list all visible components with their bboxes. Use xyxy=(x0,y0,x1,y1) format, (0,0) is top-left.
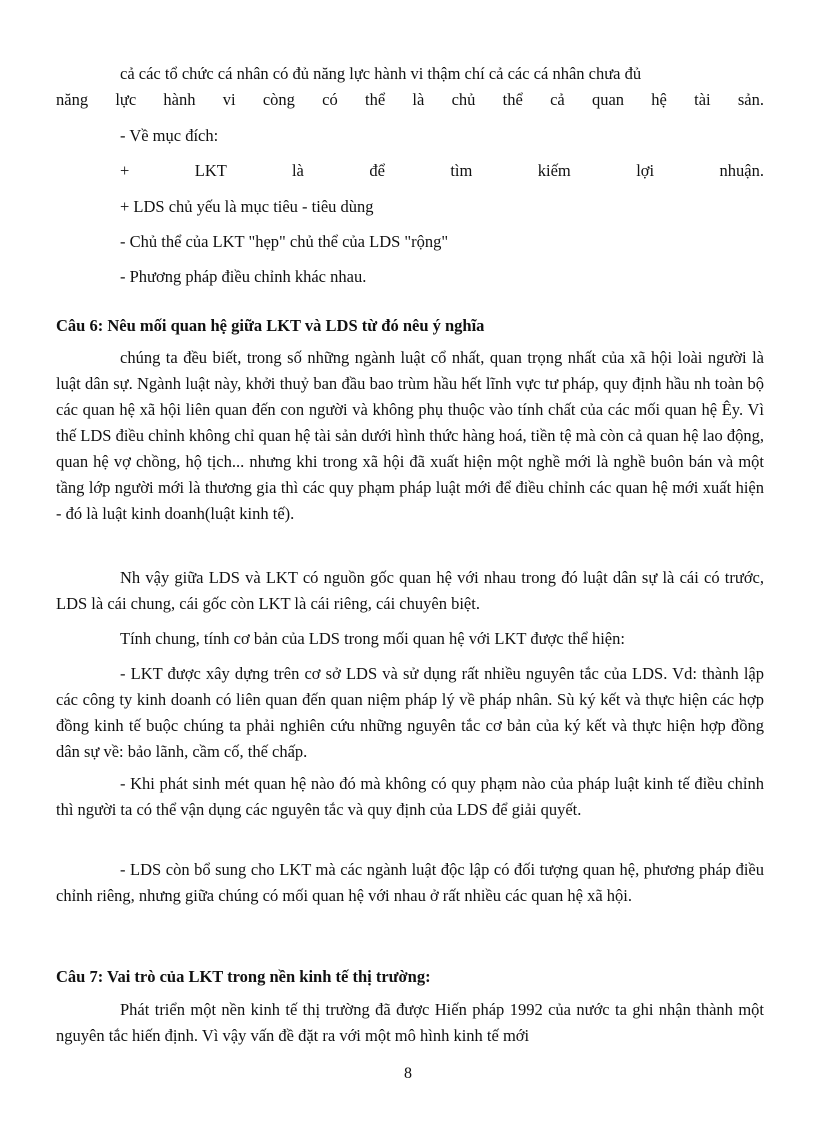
q6-paragraph-2: Nh vậy giữa LDS và LKT có nguồn gốc quan hệ với nhau trong đó luật dân sự là cái có trước, LDS là cái chung, cái gốc còn LKT là cái riêng, cái chuyên biệt. xyxy=(56,568,764,613)
purpose-heading: - Về mục đích: xyxy=(120,126,219,145)
purpose-lds: + LDS chủ yếu là mục tiêu - tiêu dùng xyxy=(120,197,374,216)
purpose-lkt: + LKT là để tìm kiếm lợi nhuận. xyxy=(120,161,764,180)
q6-paragraph-4: - LKT được xây dựng trên cơ sở LDS và sử dụng rất nhiều nguyên tắc của LDS. Vd: thành lập các công ty kinh doanh có liên quan đến quan niệm pháp lý về pháp nhân. Sù ký kết và thực hiện các hợp đồng kinh tế buộc chúng ta phải nghiên cứu những nguyên tắc cơ bản của ký kết và thực hiện hợp đồng dân sự về: bảo lãnh, cầm cố, thế chấp. xyxy=(56,664,764,761)
page-number: 8 xyxy=(404,1065,412,1082)
q6-paragraph-5: - Khi phát sinh mét quan hệ nào đó mà không có quy phạm nào của pháp luật kinh tế điều chỉnh thì người ta có thể vận dụng các nguyên tắc và quy định của LDS để giải quyết. xyxy=(56,774,764,819)
q6-title: Câu 6: Nêu mối quan hệ giữa LKT và LDS từ đó nêu ý nghĩa xyxy=(56,316,485,335)
q7-paragraph-1: Phát triển một nền kinh tế thị trường đã được Hiến pháp 1992 của nước ta ghi nhận thành một nguyên tắc hiến định. Vì vậy vấn đề đặt ra với một mô hình kinh tế mới xyxy=(56,1000,764,1045)
purpose-subject: - Chủ thể của LKT "hẹp" chủ thể của LDS "rộng" xyxy=(120,232,449,251)
q6-paragraph-3: Tính chung, tính cơ bản của LDS trong mối quan hệ với LKT được thể hiện: xyxy=(120,629,625,648)
purpose-method: - Phương pháp điều chỉnh khác nhau. xyxy=(120,267,367,286)
q6-paragraph-1: chúng ta đều biết, trong số những ngành luật cổ nhất, quan trọng nhất của xã hội loài người là luật dân sự. Ngành luật này, khởi thuỷ ban đầu bao trùm hầu hết lĩnh vực tư pháp, quy định hầu nh toàn bộ các quan hệ xã hội liên quan đến con người và không phụ thuộc vào tính chất của các mối quan hệ Êy. Vì thế LDS điều chỉnh không chỉ quan hệ tài sản dưới hình thức hàng hoá, tiền tệ mà còn cả quan hệ lao động, quan hệ vợ chồng, hộ tịch... nhưng khi trong xã hội đã xuất hiện một nghề mới là nghề buôn bán và một tầng lớp người mới là thương gia thì các quy phạm pháp luật mới để điều chỉnh các quan hệ mới xuất hiện - đó là luật kinh doanh(luật kinh tế). xyxy=(56,348,764,523)
intro-line-2: năng lực hành vi còng có thể là chủ thể cả quan hệ tài sản. xyxy=(56,90,764,109)
q7-title: Câu 7: Vai trò của LKT trong nền kinh tế thị trường: xyxy=(56,967,431,986)
intro-line-1: cả các tổ chức cá nhân có đủ năng lực hành vi thậm chí cả các cá nhân chưa đủ xyxy=(120,64,642,83)
q6-paragraph-6: - LDS còn bổ sung cho LKT mà các ngành luật độc lập có đối tượng quan hệ, phương pháp điều chỉnh riêng, nhưng giữa chúng có mối quan hệ với nhau ở rất nhiều các quan hệ xã hội. xyxy=(56,860,764,905)
